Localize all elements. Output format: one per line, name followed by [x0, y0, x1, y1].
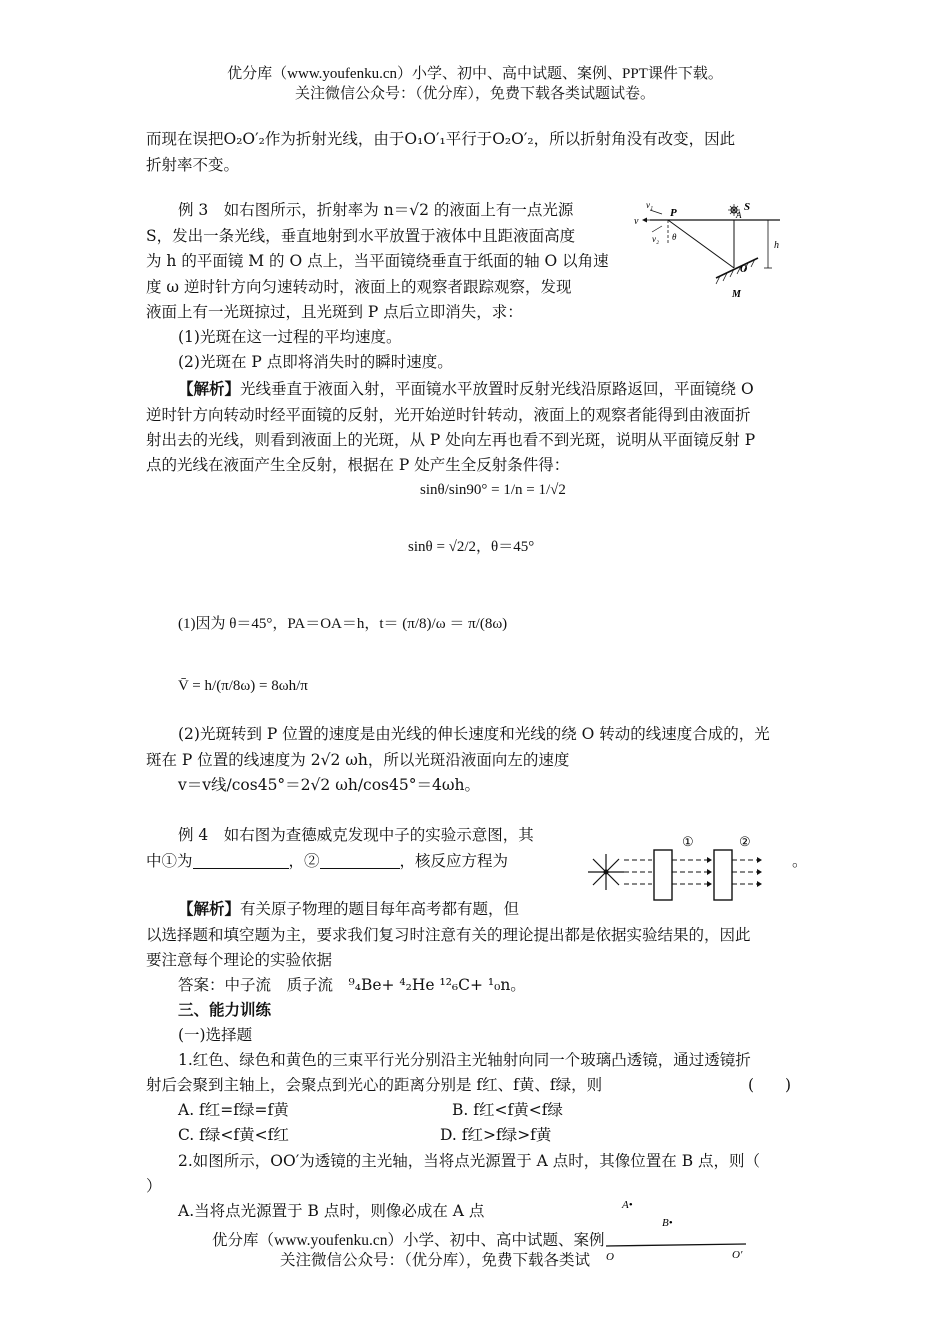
ex3-line-2: S，发出一条光线，垂直地射到水平放置于液体中且距液面高度: [146, 227, 576, 245]
label-P: P: [670, 207, 677, 219]
ex3-analysis-line-1: [178, 378, 754, 400]
equation-2: sinθ = √2/2，θ＝45°: [408, 539, 535, 555]
mirror-line: [716, 258, 758, 278]
label-v1: v₁: [646, 200, 654, 210]
intro-line-1: 而现在误把O₂O′₂作为折射光线，由于O₁O′₁平行于O₂O′₂，所以折射角没有改变，因此: [146, 130, 736, 148]
ex3-question-1: (1)光斑在这一过程的平均速度。: [178, 328, 402, 346]
footer-line-1: 优分库（www.youfenku.cn）小学、初中、高中试题、案例: [212, 1232, 605, 1249]
q1-line-1: 1.红色、绿色和黄色的三束平行光分别沿主光轴射向同一个玻璃凸透镜，通过透镜折: [178, 1051, 751, 1069]
label-A-point: A•: [622, 1199, 633, 1211]
target-plate-2: [714, 850, 732, 900]
label-v2: v₂: [652, 234, 660, 244]
answer-prefix: 答案：中子流 质子流: [178, 976, 334, 994]
label-theta: θ: [672, 232, 677, 242]
ex3-solution-3c: v＝v线/cos45°＝2√2 ωh/cos45°＝4ωh。: [178, 776, 480, 794]
ex4-analysis-label: 【解析】: [178, 899, 241, 918]
section-3-title: 三、能力训练: [178, 1000, 272, 1019]
q1-option-b[interactable]: B. f红<f黄<f绿: [452, 1101, 563, 1119]
q2-figure: [602, 1196, 762, 1266]
label-S: S: [744, 201, 751, 213]
ex4-analysis-line-1: [178, 898, 519, 920]
nuclear-reaction: ⁹₄Be+ ⁴₂He ¹²₆C+ ¹₀n。: [348, 976, 526, 994]
ex4-figure: [584, 832, 784, 910]
ex3-analysis-line-4: 点的光线在液面产生全反射，根据在 P 处产生全反射条件得：: [146, 456, 570, 474]
ex3-figure: [630, 196, 800, 302]
solution-1: (1)因为 θ＝45°，PA＝OA＝h，t＝ (π/8)/ω ＝ π/(8ω): [178, 616, 508, 632]
ex4-line-2-a: 中①为: [146, 852, 193, 870]
ex4-line-2-end: 。: [792, 852, 808, 870]
target-plate-1: [654, 850, 672, 900]
label-O-point: O: [606, 1251, 614, 1263]
ex4-line-2: [146, 850, 508, 872]
ex3-line-1: 例 3 如右图所示，折射率为 n＝√2 的液面上有一点光源: [178, 201, 574, 219]
reflected-ray: [668, 220, 734, 268]
label-circle-2: ②: [739, 835, 751, 850]
label-h: h: [774, 240, 779, 251]
ex3-analysis-line-3: 射出去的光线，则看到液面上的光斑，从 P 处向左再也看不到光斑，说明从平面镜反射 P: [146, 431, 756, 449]
q1-option-d[interactable]: D. f红>f绿>f黄: [440, 1126, 552, 1144]
label-v: v: [634, 216, 639, 227]
ex4-analysis-text: 有关原子物理的题目每年高考都有题，但: [240, 900, 520, 918]
label-B-point: B•: [662, 1217, 673, 1229]
analysis-text: 光线垂直于液面入射，平面镜水平放置时反射光线沿原路返回，平面镜绕 O: [240, 380, 754, 398]
header-line-2: 关注微信公众号：（优分库），免费下载各类试题试卷。: [294, 86, 655, 102]
q1-line-2: 射后会聚到主轴上，会聚点到光心的距离分别是 f红、f黄、f绿，则: [146, 1076, 603, 1094]
ex4-analysis-line-3: 要注意每个理论的实验依据: [146, 951, 333, 969]
ex3-solution-3a: (2)光斑转到 P 位置的速度是由光线的伸长速度和光线的绕 O 转动的线速度合成的，光: [178, 725, 770, 743]
q1-answer-paren[interactable]: ( ): [748, 1076, 792, 1094]
q1-option-c[interactable]: C. f绿<f黄<f红: [178, 1126, 289, 1144]
solution-2: V̄ = h/(π/8ω) = 8ωh/π: [178, 678, 308, 694]
principal-axis-line: [606, 1244, 746, 1246]
ex3-analysis-line-2: 逆时针方向转动时经平面镜的反射，光开始逆时针转动，液面上的观察者能得到由液面折: [146, 406, 751, 424]
blank-1[interactable]: [193, 852, 289, 869]
label-A: A: [736, 210, 742, 220]
particle-beams: [624, 860, 760, 884]
ex4-analysis-line-2: 以选择题和填空题为主，要求我们复习时注意有关的理论提出都是依据实验结果的，因此: [146, 926, 751, 944]
header-line-1: 优分库（www.youfenku.cn）小学、初中、高中试题、案例、PPT课件下载。: [227, 66, 723, 82]
section-3-subtitle: (一)选择题: [178, 1026, 253, 1044]
ex4-line-1: 例 4 如右图为查德威克发现中子的实验示意图，其: [178, 826, 534, 844]
footer-line-2: 关注微信公众号：（优分库），免费下载各类试: [280, 1252, 591, 1269]
q2-line-2: ）: [146, 1177, 162, 1195]
intro-line-2: 折射率不变。: [146, 156, 240, 174]
equation-1: sinθ/sin90° = 1/n = 1/√2: [420, 482, 566, 498]
q2-line-1: 2.如图所示，OO′为透镜的主光轴，当将点光源置于 A 点时，其像位置在 B 点，则（: [178, 1152, 761, 1170]
blank-2[interactable]: [320, 852, 400, 869]
ex4-line-2-b: ，②: [288, 852, 320, 870]
ex4-line-2-c: ，核反应方程为: [399, 852, 509, 870]
label-M: M: [732, 289, 741, 300]
label-O: O: [740, 264, 748, 275]
ex3-line-3: 为 h 的平面镜 M 的 O 点上，当平面镜绕垂直于纸面的轴 O 以角速: [146, 252, 609, 270]
label-circle-1: ①: [682, 835, 694, 850]
label-O-prime-point: O′: [732, 1249, 743, 1261]
ex3-line-5: 液面上有一光斑掠过，且光斑到 P 点后立即消失，求：: [146, 303, 523, 321]
ex4-answer: [178, 974, 526, 996]
ex3-solution-3b: 斑在 P 位置的线速度为 2√2 ωh，所以光斑沿液面向左的速度: [146, 751, 570, 769]
q1-option-a[interactable]: A. f红=f绿=f黄: [178, 1101, 289, 1119]
ex3-question-2: (2)光斑在 P 点即将消失时的瞬时速度。: [178, 353, 453, 371]
ex3-line-4: 度 ω 逆时针方向匀速转动时，液面上的观察者跟踪观察，发现: [146, 278, 572, 296]
q2-option-a[interactable]: A.当将点光源置于 B 点时，则像必成在 A 点: [178, 1202, 485, 1220]
analysis-label: 【解析】: [178, 379, 241, 398]
